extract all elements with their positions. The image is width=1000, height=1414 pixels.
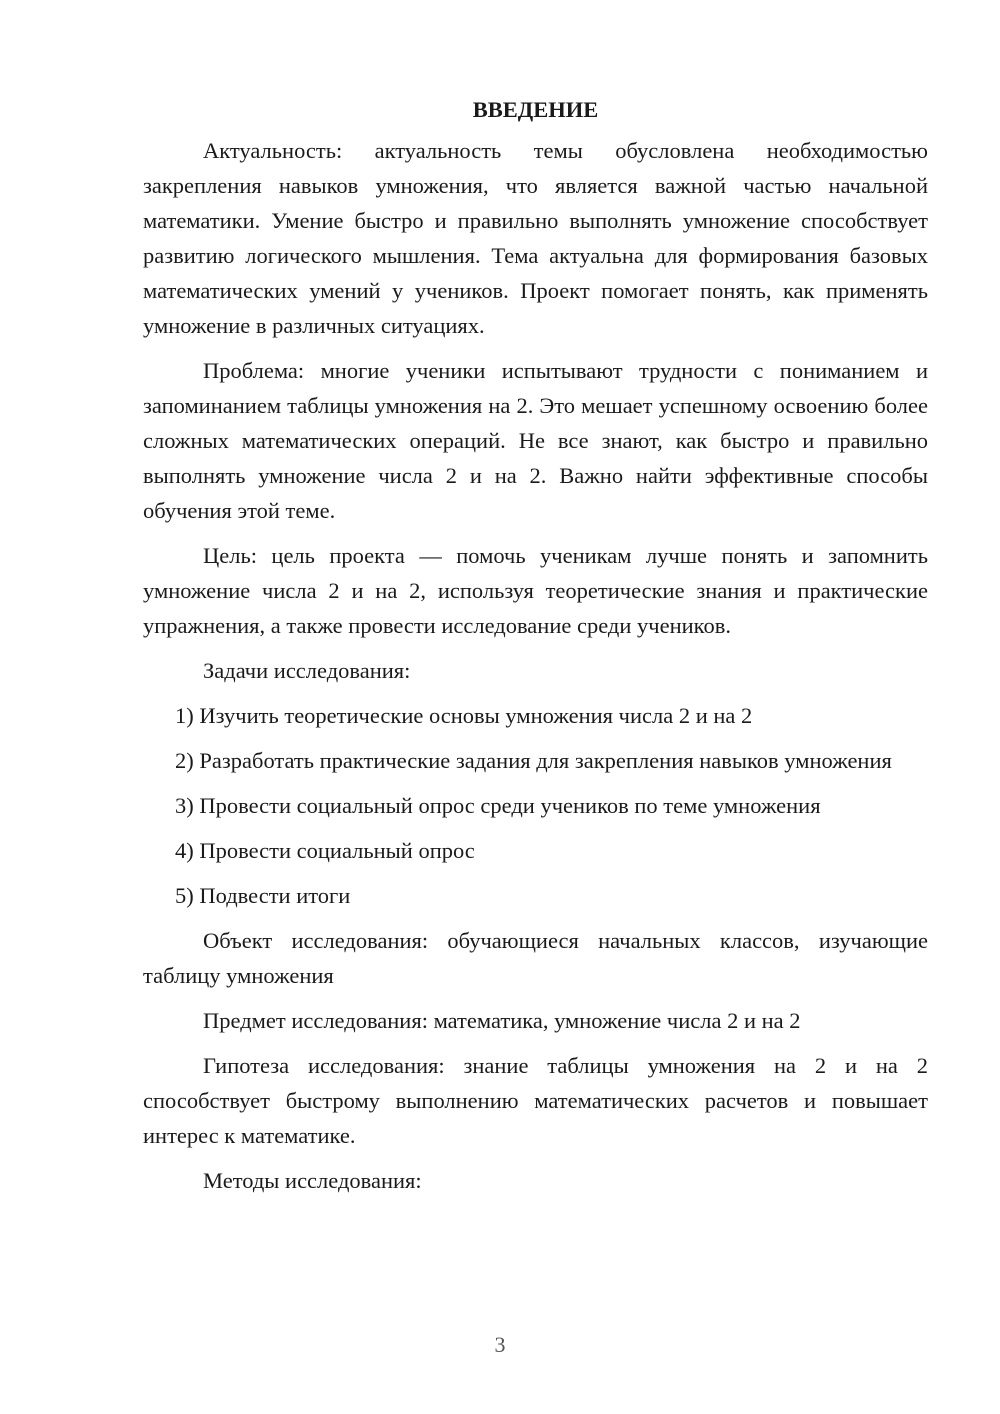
page-title: ВВЕДЕНИЕ: [472, 97, 599, 122]
paragraph-methods: Методы исследования:: [203, 1168, 422, 1193]
list-item-task-1: 1) Изучить теоретические основы умножения числа 2 и на 2: [175, 703, 753, 728]
paragraph-subject: Предмет исследования: математика, умножение числа 2 и на 2: [203, 1008, 801, 1033]
paragraph-hypothesis: Гипотеза исследования: знание таблицы умножения на 2 и на 2 способствует быстрому выполнению математических расчетов и повышает интерес к математике.: [143, 1053, 928, 1148]
list-item-task-5: 5) Подвести итоги: [175, 883, 351, 908]
document-page: [143, 92, 928, 1208]
list-item-task-3: 3) Провести социальный опрос среди учеников по теме умножения: [175, 793, 821, 818]
list-item-task-4: 4) Провести социальный опрос: [175, 838, 475, 863]
page-number: 3: [494, 1332, 506, 1357]
paragraph-problem: Проблема: многие ученики испытывают трудности с пониманием и запоминанием таблицы умножения на 2. Это мешает успешному освоению более сложных математических операций. Не все знают, как быстро и правильно выполнять умножение числа 2 и на 2. Важно найти эффективные способы обучения этой теме.: [143, 358, 928, 523]
paragraph-object: Объект исследования: обучающиеся начальных классов, изучающие таблицу умножения: [143, 928, 928, 988]
list-item-task-2: 2) Разработать практические задания для закрепления навыков умножения: [175, 748, 892, 773]
paragraph-relevance: Актуальность: актуальность темы обусловлена необходимостью закрепления навыков умножения, что является важной частью начальной математики. Умение быстро и правильно выполнять умножение способствует развитию логического мышления. Тема актуальна для формирования базовых математических умений у учеников. Проект помогает понять, как применять умножение в различных ситуациях.: [143, 138, 928, 338]
paragraph-goal: Цель: цель проекта — помочь ученикам лучше понять и запомнить умножение числа 2 и на 2, используя теоретические знания и практические упражнения, а также провести исследование среди учеников.: [143, 543, 928, 638]
paragraph-tasks-heading: Задачи исследования:: [203, 658, 411, 683]
